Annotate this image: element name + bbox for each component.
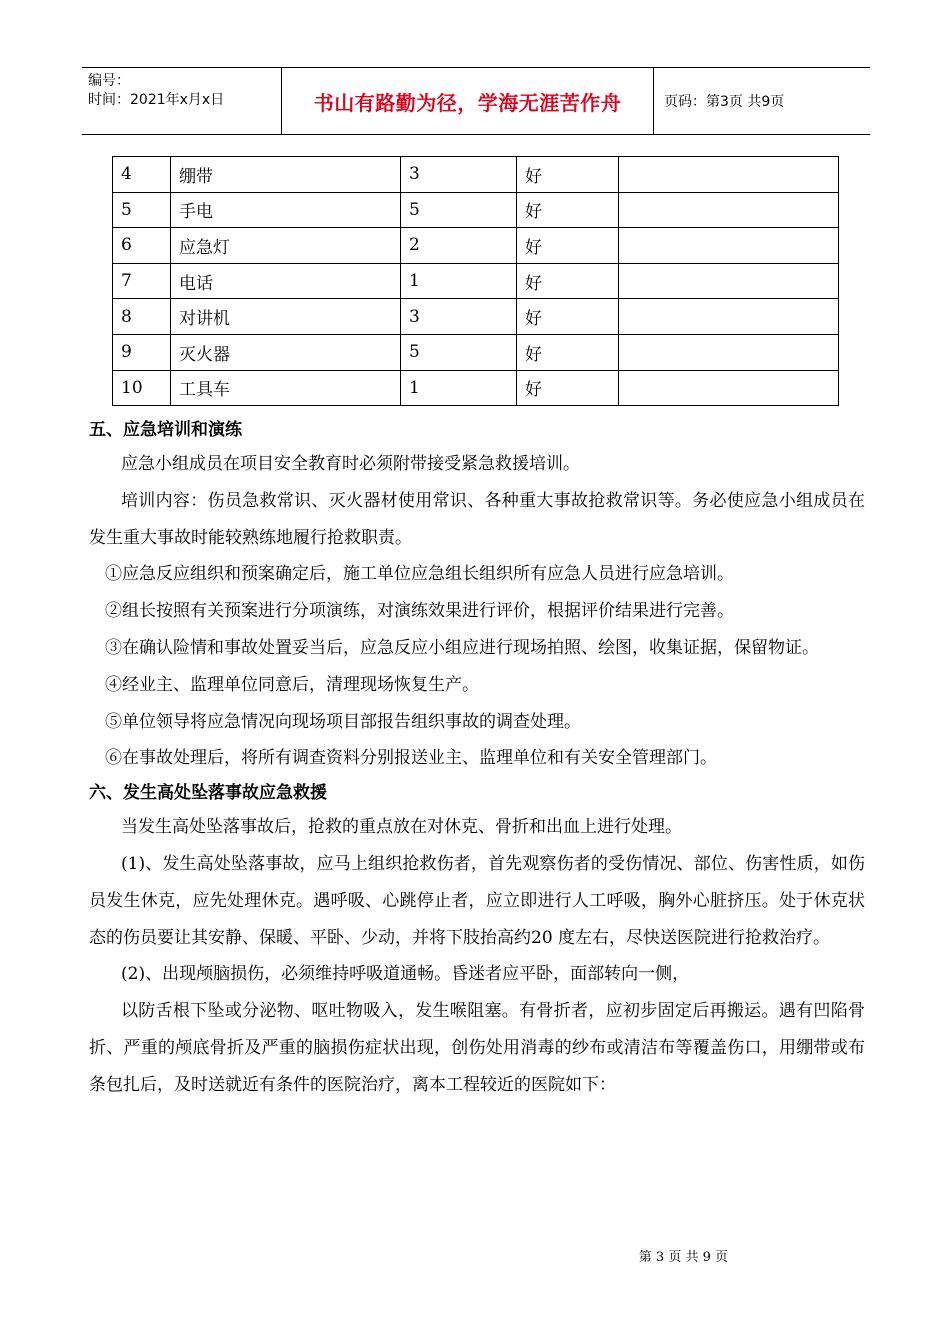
table-cell: 好 [517,263,619,299]
document-body [89,414,865,1104]
table-cell: 好 [517,192,619,228]
equipment-table [112,156,839,406]
section-5-heading: 五、应急培训和演练 [89,420,242,440]
table-cell: 5 [401,334,517,370]
list-item: ④经业主、监理单位同意后，清理现场恢复生产。 [105,674,479,695]
table-cell: 8 [113,299,171,335]
table-row [113,228,839,264]
table-cell: 好 [517,370,619,406]
table-cell [619,263,839,299]
paragraph: (1)、发生高处坠落事故，应马上组织抢救伤者，首先观察伤者的受伤情况、部位、伤害性质，如伤员发生休克，应先处理休克。遇呼吸、心跳停止者，应立即进行人工呼吸，胸外心脏挤压。处于休克状态的伤员要让其安静、保暖、平卧、少动，并将下肢抬高约20 度左右，尽快送医院进行抢救治疗。 [89,853,865,948]
paragraph: 以防舌根下坠或分泌物、呕吐物吸入，发生喉阻塞。有骨折者，应初步固定后再搬运。遇有凹陷骨折、严重的颅底骨折及严重的脑损伤症状出现，创伤处用消毒的纱布或清洁布等覆盖伤口，用绷带或布条包扎后，及时送就近有条件的医院治疗，离本工程较近的医院如下： [89,1001,865,1095]
table-cell: 好 [517,157,619,193]
table-row [113,334,839,370]
table-row [113,157,839,193]
header-meta [82,68,282,134]
table-cell: 好 [517,299,619,335]
table-cell [619,299,839,335]
table-cell: 工具车 [171,370,401,406]
table-cell: 5 [113,192,171,228]
table-cell: 对讲机 [171,299,401,335]
table-cell [619,157,839,193]
paragraph: 应急小组成员在项目安全教育时必须附带接受紧急救援培训。 [121,454,580,474]
table-cell: 3 [401,299,517,335]
paragraph: 当发生高处坠落事故后，抢救的重点放在对休克、骨折和出血上进行处理。 [121,817,682,838]
table-cell [619,228,839,264]
list-item: ③在确认险情和事故处置妥当后，应急反应小组应进行现场拍照、绘图，收集证据，保留物证。 [105,637,819,658]
table-cell: 2 [401,228,517,264]
document-time-label: 时间：2021年x月x日 [88,92,225,108]
section-6-heading: 六、发生高处坠落事故应急救援 [89,783,327,804]
table-cell [619,192,839,228]
table-cell: 5 [401,192,517,228]
table-cell: 6 [113,228,171,264]
table-cell: 9 [113,334,171,370]
page-header [82,67,870,135]
paragraph: 培训内容：伤员急救常识、灭火器材使用常识、各种重大事故抢救常识等。务必使应急小组成员在发生重大事故时能较熟练地履行抢救职责。 [89,490,865,548]
page-footer [0,1246,950,1265]
table-cell: 灭火器 [171,334,401,370]
table-cell: 好 [517,228,619,264]
table-cell: 1 [401,370,517,406]
list-item: ②组长按照有关预案进行分项演练，对演练效果进行评价，根据评价结果进行完善。 [105,601,734,622]
table-cell: 4 [113,157,171,193]
list-item: ⑤单位领导将应急情况向现场项目部报告组织事故的调查处理。 [105,711,581,732]
table-cell: 电话 [171,263,401,299]
table-cell: 3 [401,157,517,193]
table-row [113,192,839,228]
table-cell: 1 [401,263,517,299]
table-cell: 应急灯 [171,228,401,264]
table-cell: 7 [113,263,171,299]
table-cell: 绷带 [171,157,401,193]
table-cell: 好 [517,334,619,370]
document-number-label: 编号： [88,73,130,89]
footer-page-number: 第 3 页 共 9 页 [638,1250,728,1265]
header-motto: 书山有路勤为径，学海无涯苦作舟 [282,68,654,134]
table-cell [619,334,839,370]
paragraph: (2)、出现颅脑损伤，必须维持呼吸道通畅。昏迷者应平卧，面部转向一侧， [121,964,690,985]
list-item: ⑥在事故处理后，将所有调查资料分别报送业主、监理单位和有关安全管理部门。 [105,748,717,769]
list-item: ①应急反应组织和预案确定后，施工单位应急组长组织所有应急人员进行应急培训。 [105,564,734,585]
table-cell [619,370,839,406]
table-row [113,370,839,406]
header-page-info: 页码：第3页 共9页 [664,94,785,110]
table-row [113,299,839,335]
table-cell: 手电 [171,192,401,228]
table-row [113,263,839,299]
table-cell: 10 [113,370,171,406]
